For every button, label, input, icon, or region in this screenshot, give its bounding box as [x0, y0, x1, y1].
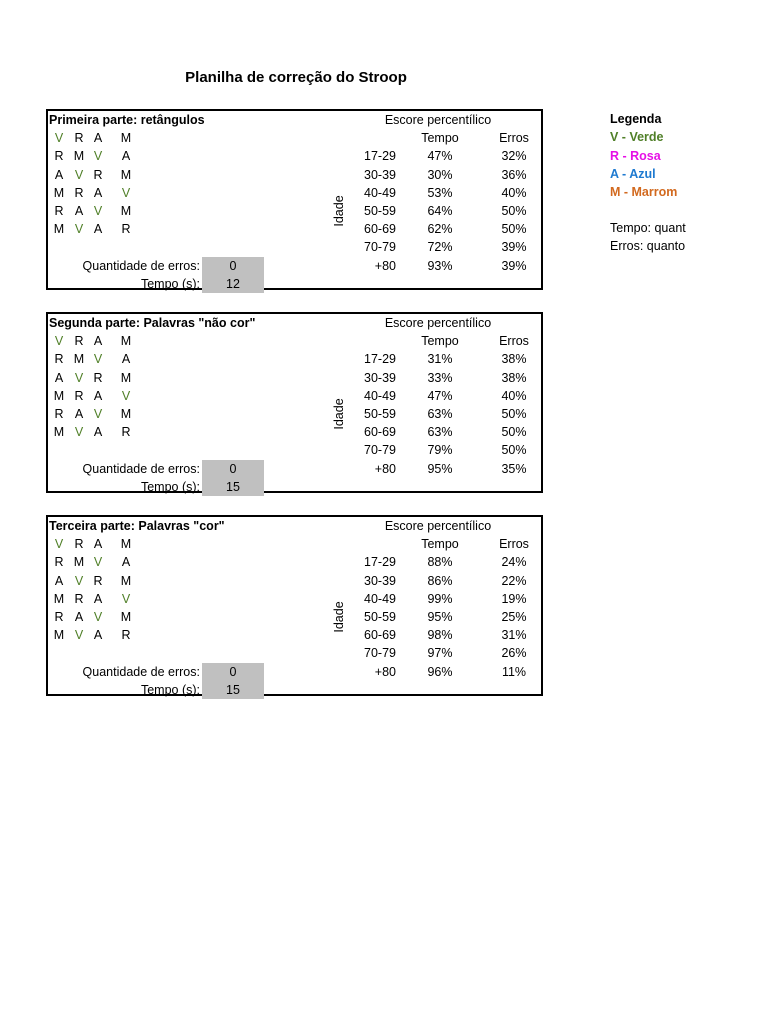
grid-letter: R	[54, 149, 64, 164]
score-header: Escore percentílico	[384, 519, 492, 533]
age-group: 17-29	[364, 352, 396, 367]
age-group: 70-79	[364, 646, 396, 661]
percentile-tempo: 63%	[427, 407, 453, 421]
grid-letter: M	[73, 352, 85, 367]
percentile-tempo: 47%	[427, 388, 453, 403]
grid-letter: A	[54, 167, 64, 182]
percentile-tempo: 47%	[427, 149, 453, 164]
age-group: 50-59	[364, 407, 396, 421]
section-title: Terceira parte: Palavras "cor"	[49, 519, 225, 533]
grid-letter: R	[54, 352, 64, 367]
grid-letter: R	[93, 167, 103, 182]
column-header-erros: Erros	[499, 334, 529, 349]
grid-letter: A	[121, 149, 131, 164]
column-header-erros: Erros	[499, 537, 529, 552]
percentile-tempo: 88%	[427, 555, 453, 570]
legend-erros: Erros: quanto	[610, 239, 686, 253]
idade-label	[331, 191, 347, 231]
grid-letter: R	[93, 370, 103, 385]
grid-letter: A	[93, 591, 103, 606]
legend-tempo: Tempo: quant	[610, 221, 686, 235]
percentile-tempo: 31%	[427, 352, 453, 367]
percentile-tempo: 86%	[427, 573, 453, 588]
grid-letter: M	[120, 573, 132, 588]
grid-letter: M	[53, 388, 65, 403]
grid-letter: R	[121, 425, 131, 440]
idade-label	[331, 394, 347, 434]
percentile-tempo: 99%	[427, 591, 453, 606]
age-group: 70-79	[364, 443, 396, 458]
grid-letter: V	[74, 370, 84, 385]
percentile-erros: 50%	[501, 222, 527, 237]
grid-letter: M	[73, 149, 85, 164]
time-label: Tempo (s):	[140, 682, 200, 697]
grid-letter: V	[74, 628, 84, 643]
percentile-erros: 50%	[501, 204, 527, 218]
age-group: +80	[374, 664, 396, 679]
grid-letter: V	[74, 222, 84, 237]
score-header: Escore percentílico	[384, 113, 492, 127]
percentile-tempo: 96%	[427, 664, 453, 679]
percentile-erros: 26%	[501, 646, 527, 661]
age-group: 40-49	[364, 185, 396, 200]
grid-letter: M	[120, 370, 132, 385]
section-1	[46, 109, 543, 290]
percentile-erros: 40%	[501, 388, 527, 403]
grid-letter: A	[121, 352, 131, 367]
grid-letter: V	[54, 537, 64, 552]
grid-letter: V	[93, 204, 103, 218]
percentile-tempo: 72%	[427, 240, 453, 255]
grid-letter: V	[74, 167, 84, 182]
grid-letter: R	[74, 537, 84, 552]
age-group: 40-49	[364, 388, 396, 403]
time-value: 15	[226, 479, 240, 494]
legend-verde: V - Verde	[610, 130, 664, 144]
legend-heading: Legenda	[610, 112, 662, 126]
age-group: 60-69	[364, 425, 396, 440]
grid-letter: R	[121, 222, 131, 237]
grid-letter: V	[74, 425, 84, 440]
column-header-tempo: Tempo	[421, 537, 459, 552]
percentile-tempo: 93%	[427, 258, 453, 273]
percentile-tempo: 95%	[427, 461, 453, 476]
percentile-tempo: 98%	[427, 628, 453, 643]
grid-letter: A	[54, 370, 64, 385]
grid-letter: V	[93, 407, 103, 421]
percentile-erros: 36%	[501, 167, 527, 182]
percentile-tempo: 95%	[427, 610, 453, 624]
grid-letter: V	[74, 573, 84, 588]
grid-letter: R	[54, 610, 64, 624]
age-group: 17-29	[364, 149, 396, 164]
time-value: 12	[226, 276, 240, 291]
section-3	[46, 515, 543, 696]
percentile-erros: 50%	[501, 443, 527, 458]
percentile-erros: 38%	[501, 352, 527, 367]
grid-letter: A	[93, 185, 103, 200]
percentile-erros: 50%	[501, 425, 527, 440]
age-group: 40-49	[364, 591, 396, 606]
age-group: 60-69	[364, 222, 396, 237]
grid-letter: M	[120, 610, 132, 624]
percentile-erros: 35%	[501, 461, 527, 476]
grid-letter: A	[93, 131, 103, 146]
grid-letter: A	[93, 388, 103, 403]
grid-letter: V	[93, 555, 103, 570]
grid-letter: R	[121, 628, 131, 643]
grid-letter: V	[93, 149, 103, 164]
grid-letter: R	[54, 204, 64, 218]
grid-letter: A	[74, 407, 84, 421]
age-group: +80	[374, 258, 396, 273]
errors-label: Quantidade de erros:	[82, 258, 200, 273]
grid-letter: M	[53, 222, 65, 237]
percentile-erros: 40%	[501, 185, 527, 200]
grid-letter: A	[121, 555, 131, 570]
section-2	[46, 312, 543, 493]
grid-letter: A	[74, 204, 84, 218]
percentile-tempo: 97%	[427, 646, 453, 661]
page-title: Planilha de correção do Stroop	[185, 69, 407, 86]
grid-letter: R	[54, 407, 64, 421]
percentile-erros: 50%	[501, 407, 527, 421]
grid-letter: V	[93, 352, 103, 367]
time-label: Tempo (s):	[140, 479, 200, 494]
errors-value: 0	[229, 258, 237, 273]
grid-letter: M	[53, 628, 65, 643]
percentile-erros: 19%	[501, 591, 527, 606]
grid-letter: A	[93, 334, 103, 349]
age-group: +80	[374, 461, 396, 476]
grid-letter: A	[54, 573, 64, 588]
age-group: 60-69	[364, 628, 396, 643]
age-group: 17-29	[364, 555, 396, 570]
percentile-tempo: 79%	[427, 443, 453, 458]
legend-marrom: M - Marrom	[610, 185, 678, 199]
grid-letter: R	[54, 555, 64, 570]
column-header-tempo: Tempo	[421, 131, 459, 146]
percentile-erros: 24%	[501, 555, 527, 570]
grid-letter: V	[93, 610, 103, 624]
errors-label: Quantidade de erros:	[82, 461, 200, 476]
age-group: 70-79	[364, 240, 396, 255]
grid-letter: M	[120, 131, 132, 146]
grid-letter: M	[120, 204, 132, 218]
section-title: Primeira parte: retângulos	[49, 113, 205, 127]
percentile-tempo: 62%	[427, 222, 453, 237]
idade-label	[331, 597, 347, 637]
grid-letter: V	[54, 334, 64, 349]
grid-letter: M	[120, 167, 132, 182]
grid-letter: M	[120, 407, 132, 421]
percentile-erros: 25%	[501, 610, 527, 624]
percentile-erros: 22%	[501, 573, 527, 588]
age-group: 50-59	[364, 204, 396, 218]
grid-letter: M	[120, 334, 132, 349]
percentile-tempo: 33%	[427, 370, 453, 385]
percentile-erros: 31%	[501, 628, 527, 643]
legend-rosa: R - Rosa	[610, 149, 661, 163]
percentile-tempo: 64%	[427, 204, 453, 218]
grid-letter: A	[93, 425, 103, 440]
grid-letter: V	[54, 131, 64, 146]
grid-letter: R	[74, 334, 84, 349]
grid-letter: M	[120, 537, 132, 552]
idade-label-text: Idade	[332, 195, 346, 227]
percentile-tempo: 53%	[427, 185, 453, 200]
percentile-tempo: 30%	[427, 167, 453, 182]
percentile-erros: 11%	[501, 664, 527, 679]
grid-letter: A	[93, 222, 103, 237]
legend-azul: A - Azul	[610, 167, 656, 181]
errors-label: Quantidade de erros:	[82, 664, 200, 679]
percentile-tempo: 63%	[427, 425, 453, 440]
grid-letter: V	[121, 185, 131, 200]
idade-label-text: Idade	[332, 398, 346, 430]
column-header-erros: Erros	[499, 131, 529, 146]
age-group: 30-39	[364, 370, 396, 385]
errors-value: 0	[229, 664, 237, 679]
grid-letter: R	[74, 591, 84, 606]
grid-letter: R	[74, 185, 84, 200]
grid-letter: V	[121, 591, 131, 606]
grid-letter: A	[74, 610, 84, 624]
idade-label-text: Idade	[332, 601, 346, 633]
grid-letter: A	[93, 537, 103, 552]
grid-letter: M	[73, 555, 85, 570]
grid-letter: R	[93, 573, 103, 588]
time-label: Tempo (s):	[140, 276, 200, 291]
percentile-erros: 39%	[501, 258, 527, 273]
score-header: Escore percentílico	[384, 316, 492, 330]
age-group: 30-39	[364, 573, 396, 588]
percentile-erros: 39%	[501, 240, 527, 255]
grid-letter: R	[74, 131, 84, 146]
percentile-erros: 38%	[501, 370, 527, 385]
time-value: 15	[226, 682, 240, 697]
grid-letter: M	[53, 591, 65, 606]
column-header-tempo: Tempo	[421, 334, 459, 349]
grid-letter: M	[53, 185, 65, 200]
grid-letter: R	[74, 388, 84, 403]
grid-letter: V	[121, 388, 131, 403]
grid-letter: M	[53, 425, 65, 440]
age-group: 30-39	[364, 167, 396, 182]
errors-value: 0	[229, 461, 237, 476]
section-title: Segunda parte: Palavras "não cor"	[49, 316, 256, 330]
grid-letter: A	[93, 628, 103, 643]
age-group: 50-59	[364, 610, 396, 624]
percentile-erros: 32%	[501, 149, 527, 164]
